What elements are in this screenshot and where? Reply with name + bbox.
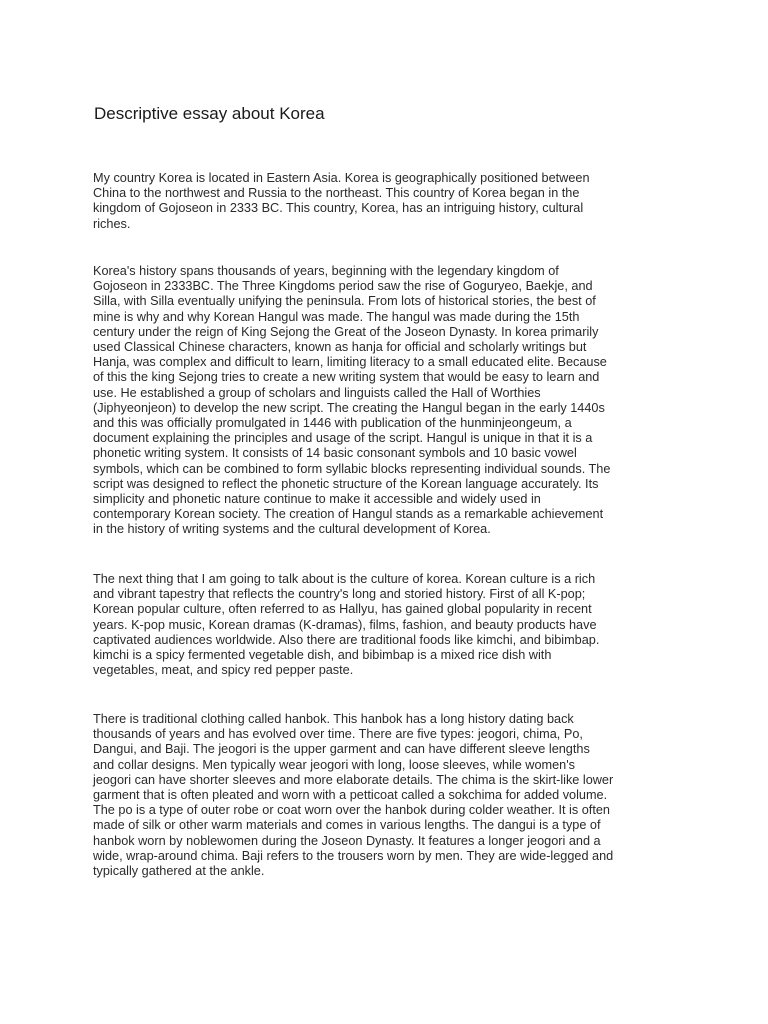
paragraph-line: Silla, with Silla eventually unifying the peninsula. From lots of historical stories, the best of bbox=[93, 294, 596, 309]
paragraph-line: in the history of writing systems and the cultural development of Korea. bbox=[93, 522, 491, 537]
paragraph-line: document explaining the principles and usage of the script. Hangul is unique in that it is a bbox=[93, 431, 593, 446]
paragraph-line: vegetables, meat, and spicy red pepper paste. bbox=[93, 663, 354, 678]
paragraph-line: made of silk or other warm materials and comes in various lengths. The dangui is a type of bbox=[93, 818, 601, 833]
paragraph-history bbox=[93, 264, 693, 538]
document-title: Descriptive essay about Korea bbox=[94, 104, 325, 123]
paragraph-line: Hanja, was complex and difficult to learn, limiting literacy to a small educated elite. Because bbox=[93, 355, 607, 370]
paragraph-line: The po is a type of outer robe or coat worn over the hanbok during colder weather. It is often bbox=[93, 803, 610, 818]
paragraph-line: symbols, which can be combined to form syllabic blocks representing individual sounds. The bbox=[93, 461, 611, 476]
paragraph-line: Korea's history spans thousands of years, beginning with the legendary kingdom of bbox=[93, 264, 559, 278]
paragraph-line: and this was officially promulgated in 1446 with publication of the hunminjeongeum, a bbox=[93, 416, 572, 431]
paragraph-line: Korean popular culture, often referred to as Hallyu, has gained global popularity in recent bbox=[93, 602, 592, 617]
paragraph-line: wide, wrap-around chima. Baji refers to the trousers worn by men. They are wide-legged and bbox=[93, 848, 614, 863]
paragraph-line: Gojoseon in 2333BC. The Three Kingdoms period saw the rise of Goguryeo, Baekje, and bbox=[93, 279, 593, 294]
paragraph-line: typically gathered at the ankle. bbox=[93, 864, 265, 879]
paragraph-line: garment that is often pleated and worn with a petticoat called a sokchima for added volume. bbox=[93, 788, 608, 803]
paragraph-line: and collar designs. Men typically wear jeogori with long, loose sleeves, while women's bbox=[93, 757, 575, 772]
paragraph-line: years. K-pop music, Korean dramas (K-dramas), films, fashion, and beauty products have bbox=[93, 617, 597, 632]
paragraph-line: of this the king Sejong tries to create a new writing system that would be easy to learn and bbox=[93, 370, 600, 385]
paragraph-line: kingdom of Gojoseon in 2333 BC. This country, Korea, has an intriguing history, cultural bbox=[93, 201, 584, 216]
paragraph-line: and vibrant tapestry that reflects the country's long and storied history. First of all K-pop; bbox=[93, 587, 586, 602]
paragraph-line: script was designed to reflect the phonetic structure of the Korean language accurately. Its bbox=[93, 476, 599, 491]
paragraph-line: The next thing that I am going to talk about is the culture of korea. Korean culture is a rich bbox=[93, 572, 596, 586]
paragraph-line: kimchi is a spicy fermented vegetable dish, and bibimbap is a mixed rice dish with bbox=[93, 648, 552, 663]
paragraph-line: hanbok worn by noblewomen during the Joseon Dynasty. It features a longer jeogori and a bbox=[93, 833, 601, 848]
paragraph-line: century under the reign of King Sejong the Great of the Joseon Dynasty. In korea primarily bbox=[93, 324, 599, 339]
paragraph-line: riches. bbox=[93, 216, 131, 231]
paragraph-location bbox=[93, 171, 693, 232]
paragraph-line: China to the northwest and Russia to the northeast. This country of Korea began in the bbox=[93, 186, 580, 201]
paragraph-line: use. He established a group of scholars and linguists called the Hall of Worthies bbox=[93, 385, 541, 400]
paragraph-hanbok bbox=[93, 712, 693, 879]
paragraph-line: simplicity and phonetic nature continue to make it accessible and widely used in bbox=[93, 492, 541, 507]
paragraph-line: Dangui, and Baji. The jeogori is the upper garment and can have different sleeve lengths bbox=[93, 742, 590, 757]
paragraph-line: mine is why and why Korean Hangul was made. The hangul was made during the 15th bbox=[93, 309, 580, 324]
paragraph-line: thousands of years and has evolved over time. There are five types: jeogori, chima, Po, bbox=[93, 727, 583, 742]
paragraph-culture bbox=[93, 572, 693, 678]
paragraph-line: jeogori can have shorter sleeves and more elaborate details. The chima is the skirt-like lower bbox=[93, 772, 614, 787]
paragraph-line: phonetic writing system. It consists of 14 basic consonant symbols and 10 basic vowel bbox=[93, 446, 577, 461]
paragraph-line: captivated audiences worldwide. Also there are traditional foods like kimchi, and bibimbap. bbox=[93, 632, 600, 647]
paragraph-line: My country Korea is located in Eastern Asia. Korea is geographically positioned between bbox=[93, 171, 590, 185]
paragraph-line: used Classical Chinese characters, known as hanja for official and scholarly writings but bbox=[93, 340, 587, 355]
paragraph-line: (Jiphyeonjeon) to develop the new script. The creating the Hangul began in the early 1440s bbox=[93, 400, 605, 415]
paragraph-line: contemporary Korean society. The creation of Hangul stands as a remarkable achievement bbox=[93, 507, 604, 522]
paragraph-line: There is traditional clothing called hanbok. This hanbok has a long history dating back bbox=[93, 712, 574, 726]
